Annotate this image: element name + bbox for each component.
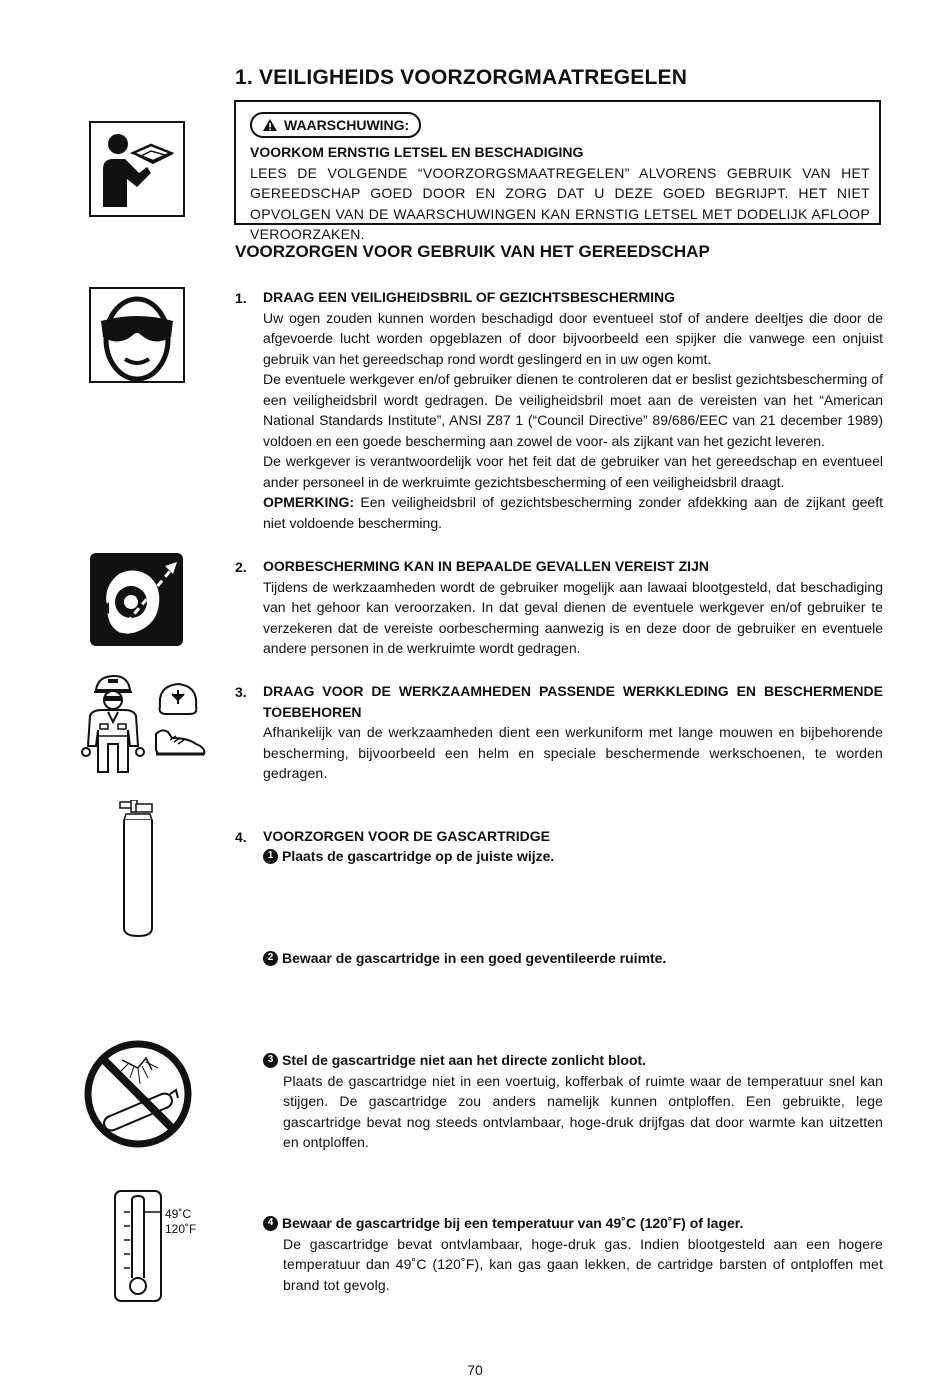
cartridge-step-1: [263, 846, 883, 867]
warning-body: LEES DE VOLGENDE “VOORZORGSMAATREGELEN” ALVORENS GEBRUIK VAN HET GEREEDSCHAP GOED DOOR EN ZORG DAT U DEZE GOED BEGRIJPT. HET NIET OPVOLGEN VAN DE WAARSCHUWINGEN KAN ERNSTIG LETSEL MET DODELIJK AFLOOP VEROORZAKEN.: [250, 164, 870, 242]
section-title: VOORZORGEN VOOR GEBRUIK VAN HET GEREEDSCHAP: [235, 242, 710, 261]
page-number: 70: [467, 1362, 483, 1378]
protective-clothing-icon: [68, 672, 158, 780]
no-sunlight-icon: [82, 1038, 194, 1150]
cartridge-step-4-title: Bewaar de gascartridge bij een temperatuur van 49˚C (120˚F) of lager.: [282, 1215, 744, 1231]
item-1: [263, 287, 883, 533]
cartridge-step-2: [263, 948, 883, 969]
cartridge-step-1-title: Plaats de gascartridge op de juiste wijze.: [282, 848, 555, 864]
item-1-paragraph-3: De werkgever is verantwoordelijk voor het feit dat de gebruiker van het gereedschap en eventueel ander personeel in de werkruimte gezichtsbescherming of een veiligheidsbril draagt.: [263, 453, 883, 490]
thermometer-labels: [165, 1207, 196, 1237]
read-manual-icon: [89, 121, 185, 217]
item-2: [263, 556, 883, 659]
step-marker: 3: [263, 1053, 278, 1068]
gas-cartridge-icon: [118, 800, 158, 940]
temperature-fahrenheit: 120˚F: [165, 1222, 197, 1236]
note-label: OPMERKING:: [263, 494, 354, 510]
cartridge-step-3-body: Plaats de gascartridge niet in een voertuig, kofferbak of ruimte waar de temperatuur snel kan stijgen. De gascartridge zou anders namelijk kunnen ontploffen. Een gebruikte, lege gascartridge bevat nog steeds ontvlambaar, hoge-druk drijfgas dat door warmte kan uitzetten en ontploffen.: [283, 1072, 883, 1150]
ear-protection-icon: [89, 552, 184, 647]
cartridge-step-4: [263, 1213, 883, 1295]
item-1-paragraph-2: De eventuele werkgever en/of gebruiker dienen te controleren dat er beslist gezichtsbescherming of een veiligheidsbril wordt gedragen. De veiligheidsbril moet aan de vereisten van het “American National Standards Institute”, ANSI Z87 1 (“Council Directive” 89/686/EEC van 21 december 1989) voldoen en een goede bescherming aan zowel de voor- als zijkant van het gezicht leveren.: [263, 371, 883, 449]
item-4-number: 4.: [235, 829, 247, 845]
warning-heading: VOORKOM ERNSTIG LETSEL EN BESCHADIGING: [250, 144, 584, 160]
item-3-title: DRAAG VOOR DE WERKZAAMHEDEN PASSENDE WERKKLEDING EN BESCHERMENDE TOEBEHOREN: [263, 683, 883, 720]
cartridge-step-3: [263, 1050, 883, 1153]
item-3-paragraph-1: Afhankelijk van de werkzaamheden dient een werkuniform met lange mouwen en bijbehorende bescherming, bijvoorbeeld een helm en speciale beschermende werkschoenen, te worden gedragen.: [263, 724, 883, 781]
item-2-title: OORBESCHERMING KAN IN BEPAALDE GEVALLEN VEREIST ZIJN: [263, 558, 709, 574]
cartridge-step-4-body: De gascartridge bevat ontvlambaar, hoge-druk gas. Indien blootgesteld aan een hogere temperatuur dan 49˚C (120˚F), kan gas gaan lekken, de cartridge barsten of ontploffen met brand tot gevolg.: [283, 1235, 883, 1293]
item-2-paragraph-1: Tijdens de werkzaamheden wordt de gebruiker mogelijk aan lawaai blootgesteld, dat beschadiging van het gehoor kan veroorzaken. In dat geval dienen de eventuele werkgever en/of gebruiker te verzekeren dat de vereiste oorbescherming aanwezig is en deze door de gebruiker en eventuele andere personen in de werkruimte wordt gedragen.: [263, 578, 883, 656]
item-1-note: [263, 492, 883, 533]
cartridge-step-2-title: Bewaar de gascartridge in een goed geventileerde ruimte.: [282, 950, 667, 966]
warning-badge-label: WAARSCHUWING:: [284, 117, 410, 133]
item-1-number: 1.: [235, 290, 247, 306]
thermometer-icon: [114, 1190, 162, 1302]
warning-badge: [250, 112, 421, 138]
item-1-paragraph-1: Uw ogen zouden kunnen worden beschadigd door eventueel stof of andere deeltjes die door de afgevoerde lucht worden opgeblazen of door bijvoorbeeld een spijker die vanwege een onjuist gebruik van het gereedschap rond wordt geslingerd en in uw ogen komt.: [263, 309, 883, 367]
item-2-number: 2.: [235, 559, 247, 575]
safety-goggles-icon: [89, 287, 185, 383]
item-3: [263, 681, 883, 784]
cartridge-step-3-title: Stel de gascartridge niet aan het directe zonlicht bloot.: [282, 1052, 647, 1068]
step-marker: 1: [263, 849, 278, 864]
item-4-title: VOORZORGEN VOOR DE GASCARTRIDGE: [263, 828, 551, 844]
helmet-icon: [156, 680, 200, 720]
temperature-celsius: 49˚C: [165, 1207, 192, 1221]
warning-box: [234, 100, 881, 242]
step-marker: 4: [263, 1216, 278, 1231]
item-4: [263, 826, 883, 847]
safety-shoe-icon: [152, 724, 208, 758]
item-1-title: DRAAG EEN VEILIGHEIDSBRIL OF GEZICHTSBESCHERMING: [263, 289, 675, 305]
note-text: Een veiligheidsbril of gezichtsbescherming zonder afdekking aan de zijkant geeft niet voldoende bescherming.: [263, 494, 883, 531]
item-3-number: 3.: [235, 684, 247, 700]
step-marker: 2: [263, 951, 278, 966]
page-title: 1. VEILIGHEIDS VOORZORGMAATREGELEN: [235, 66, 688, 89]
warning-triangle-icon: [262, 118, 278, 132]
